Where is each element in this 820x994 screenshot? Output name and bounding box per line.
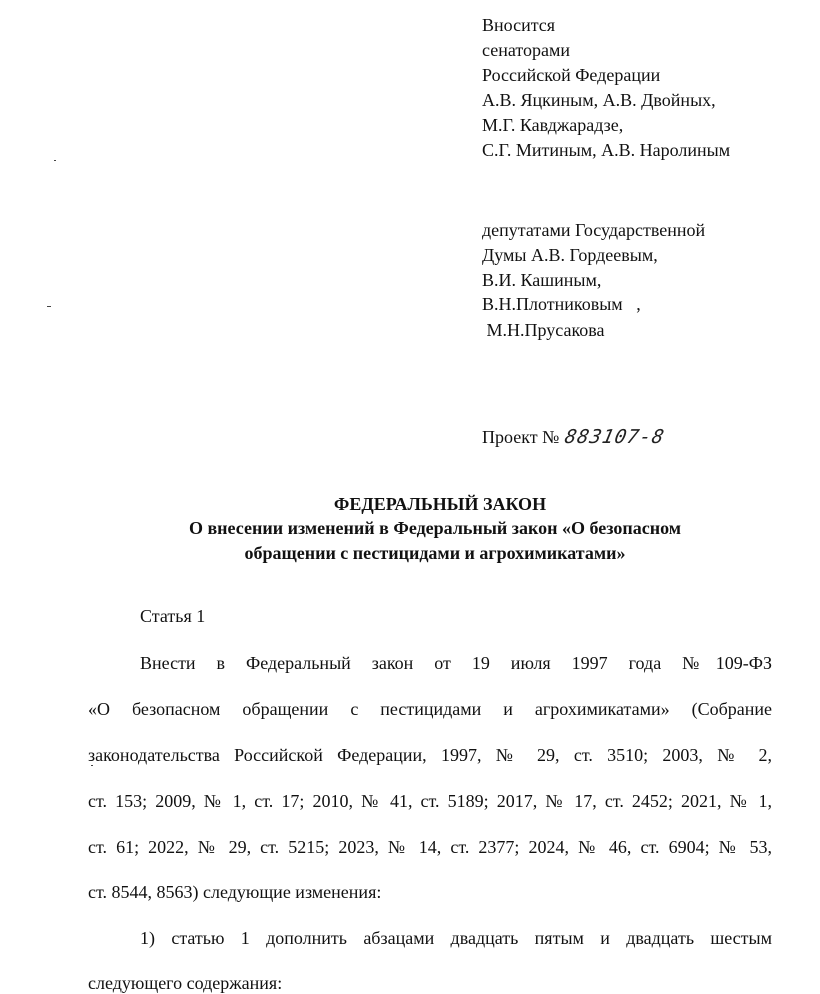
sponsor-line: Вносится bbox=[482, 15, 556, 35]
sponsor-line: Думы А.В. Гордеевым, bbox=[482, 245, 658, 265]
project-label: Проект № bbox=[482, 427, 560, 447]
law-title-line: О внесении изменений в Федеральный закон «О безопасном bbox=[188, 518, 682, 538]
sponsor-line: С.Г. Митиным, А.В. Наролиным bbox=[482, 140, 731, 160]
sponsor-line: сенаторами bbox=[482, 40, 570, 60]
sponsor-line: Российской Федерации bbox=[482, 65, 661, 85]
sponsor-line: В.Н.Плотниковым , bbox=[482, 294, 641, 314]
handwritten-number: 883107-8 bbox=[562, 426, 668, 448]
sponsor-line: депутатами Государственной bbox=[482, 220, 706, 240]
item-line: 1) статью 1 дополнить абзацами двадцать пятым и двадцать шестым bbox=[140, 928, 772, 948]
project-number bbox=[482, 426, 668, 448]
sponsor-line: М.Г. Кавджарадзе, bbox=[482, 115, 624, 135]
body-line: законодательства Российской Федерации, 1997, № 29, ст. 3510; 2003, № 2, bbox=[88, 745, 772, 765]
scan-mark bbox=[47, 306, 51, 307]
article-heading: Статья 1 bbox=[140, 606, 206, 626]
body-line: ст. 153; 2009, № 1, ст. 17; 2010, № 41, ст. 5189; 2017, № 17, ст. 2452; 2021, № 1, bbox=[88, 791, 772, 811]
body-line: ст. 61; 2022, № 29, ст. 5215; 2023, № 14, ст. 2377; 2024, № 46, ст. 6904; № 53, bbox=[88, 837, 772, 857]
document-type: ФЕДЕРАЛЬНЫЙ ЗАКОН bbox=[333, 494, 547, 514]
body-line: Внести в Федеральный закон от 19 июля 1997 года №109-ФЗ bbox=[140, 653, 772, 673]
sponsor-line: В.И. Кашиным, bbox=[482, 270, 602, 290]
body-line: ст. 8544, 8563) следующие изменения: bbox=[88, 882, 382, 902]
law-title-line: обращении с пестицидами и агрохимикатами» bbox=[244, 543, 626, 563]
scan-mark bbox=[54, 160, 56, 161]
item-line: следующего содержания: bbox=[88, 973, 283, 993]
body-line: «О безопасном обращении с пестицидами и агрохимикатами» (Собрание bbox=[88, 699, 772, 719]
sponsor-line: М.Н.Прусакова bbox=[482, 320, 605, 340]
sponsor-line: А.В. Яцкиным, А.В. Двойных, bbox=[482, 90, 716, 110]
